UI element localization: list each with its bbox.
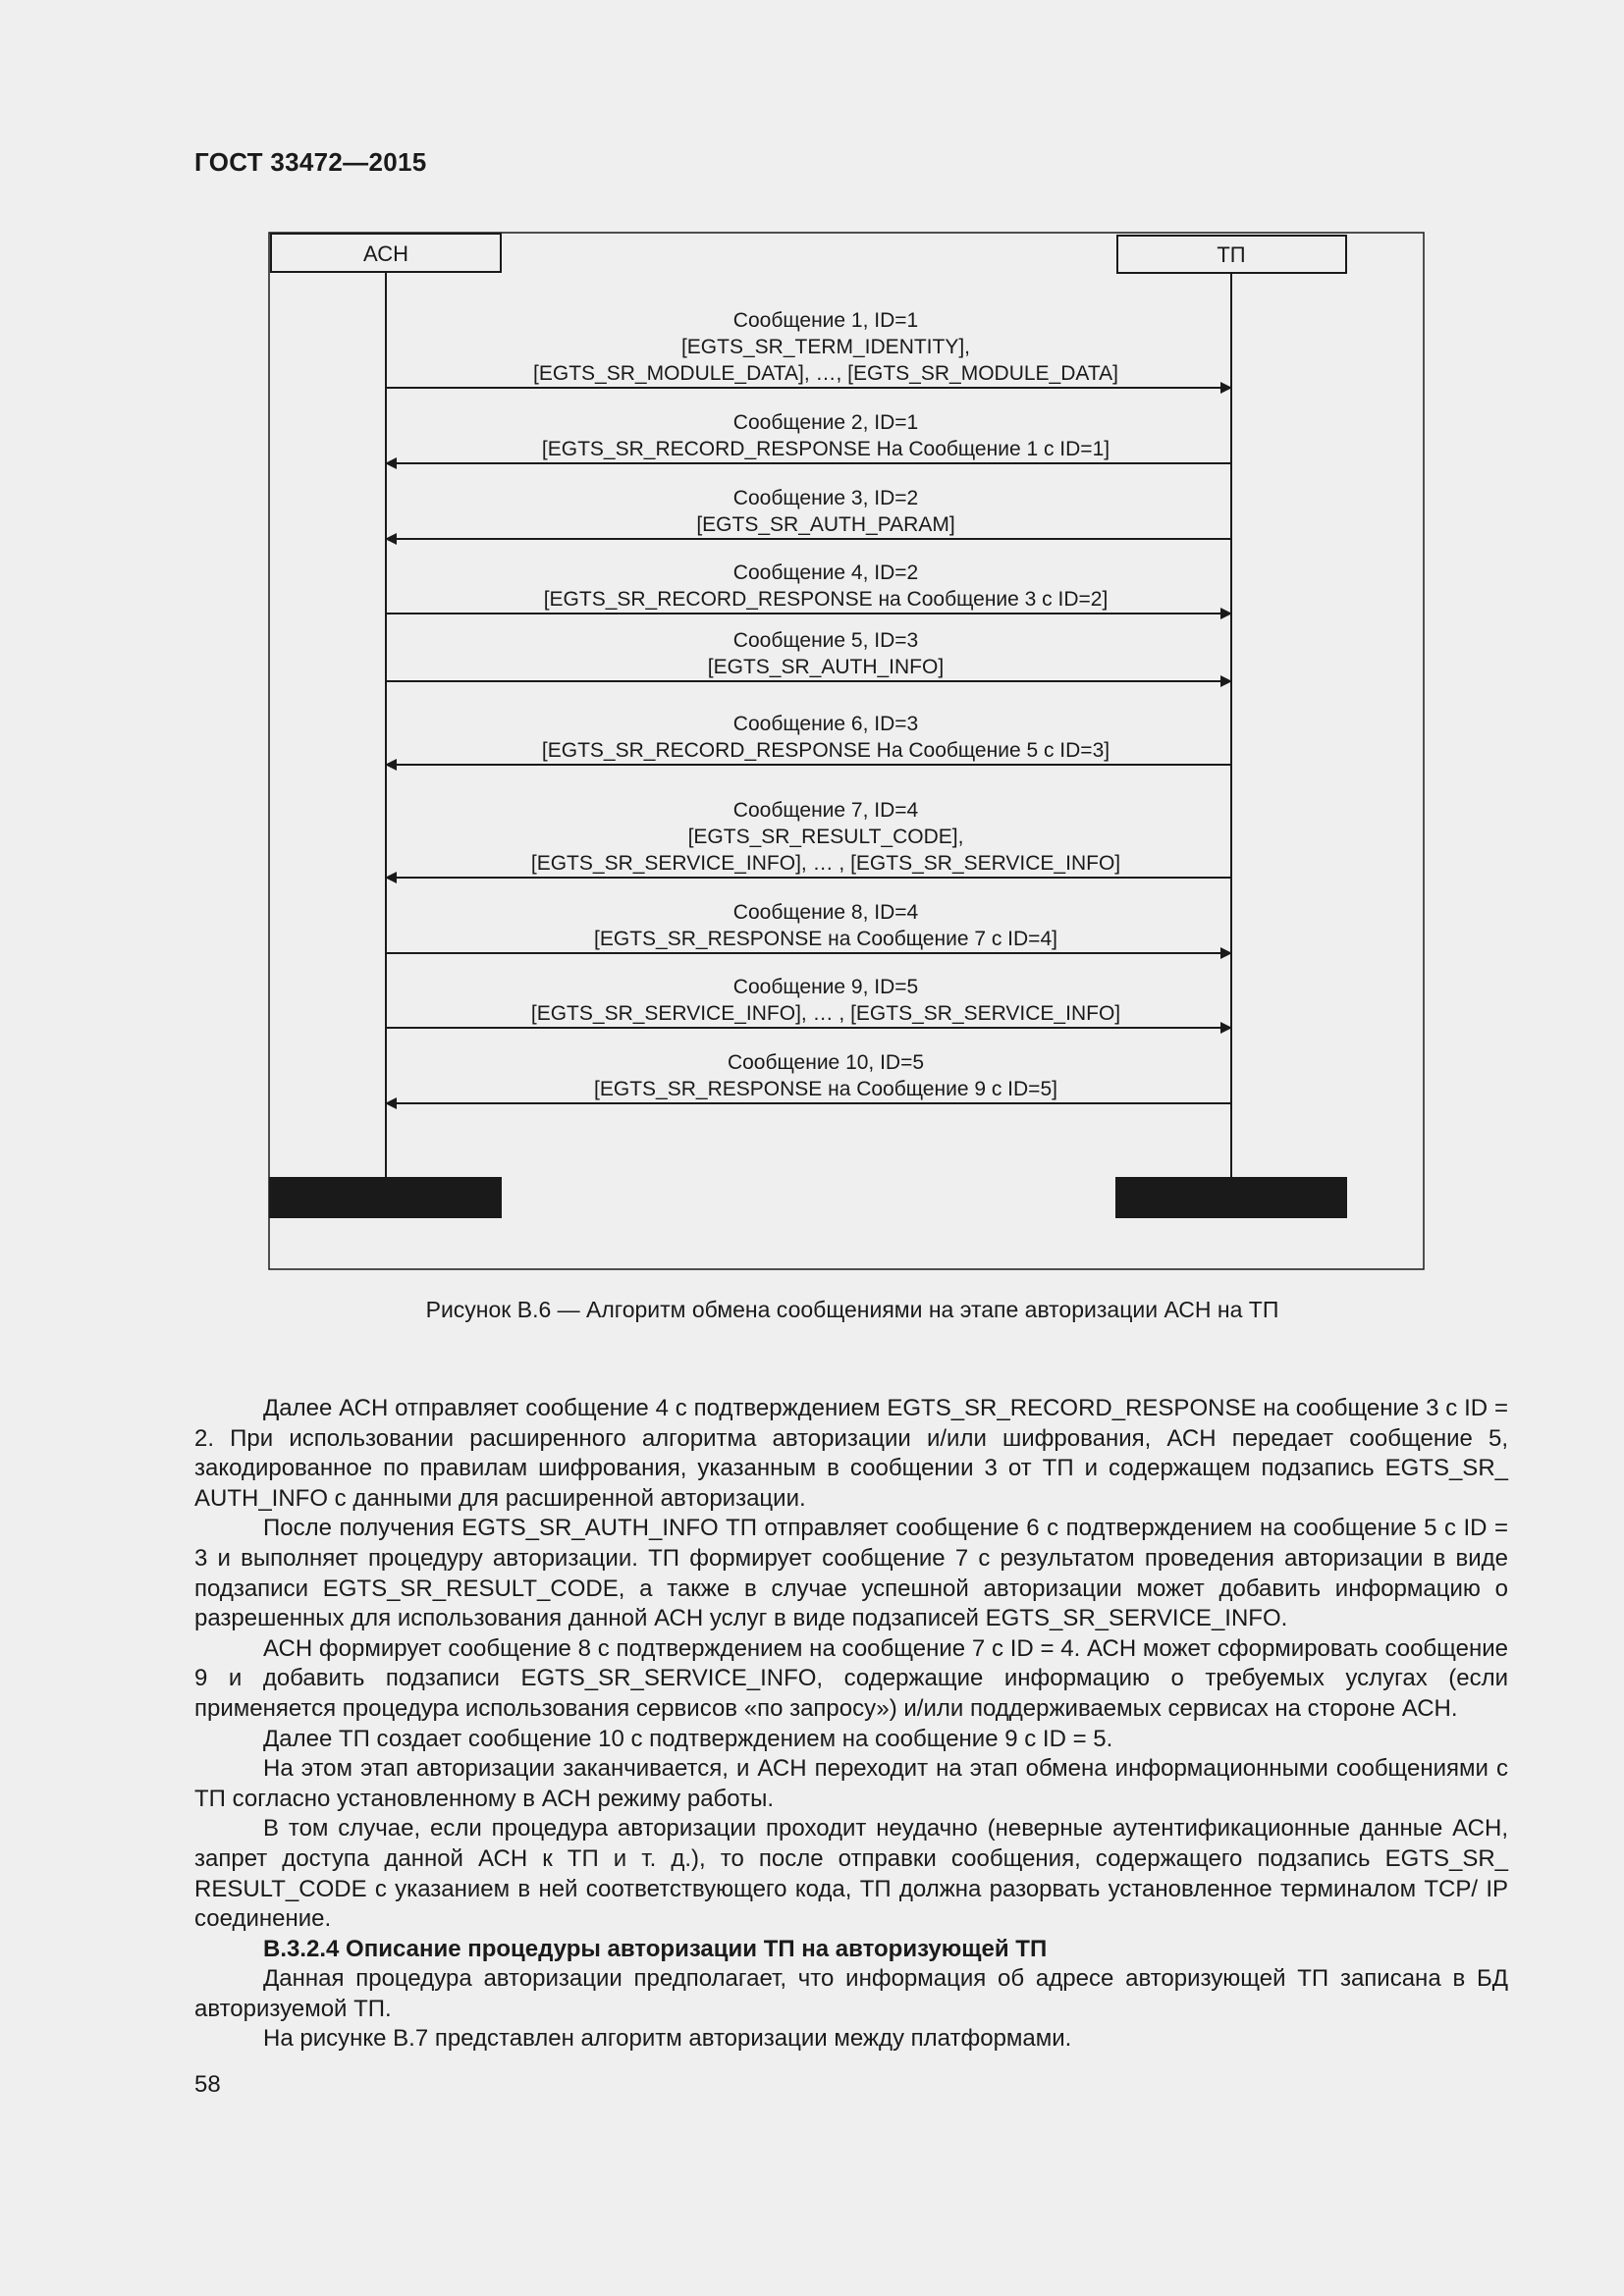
section-heading: В.3.2.4 Описание процедуры авторизации ТП на авторизующей ТП <box>263 1935 1048 1962</box>
document-header-title: ГОСТ 33472—2015 <box>194 147 427 177</box>
lifeline-right-label: ТП <box>1217 242 1246 267</box>
page-number: 58 <box>194 2071 221 2098</box>
message-label-9-line-1: Сообщение 9, ID=5 <box>732 976 919 998</box>
message-label-7-line-2: [EGTS_SR_RESULT_CODE], <box>687 826 964 848</box>
message-label-8-line-1: Сообщение 8, ID=4 <box>732 901 919 924</box>
message-list <box>386 309 1231 1103</box>
paragraph: Далее АСН отправляет сообщение 4 с подтверждением EGTS_SR_RECORD_RESPONSE на сообщение 3 с ID = 2. При использовании расширенного алгоритма авторизации и/или шифрования, АСН передает сообщение 5, закодированное по правилам шифрования, указанным в сообщении 3 от ТП и содержащем подзапись EGTS_SR_ AUTH_INFO с данными для расширенной авторизации. <box>194 1395 1508 1512</box>
lifeline-right-end-bar <box>1115 1177 1347 1218</box>
message-label-5-line-2: [EGTS_SR_AUTH_INFO] <box>707 656 945 678</box>
message-label-7-line-3: [EGTS_SR_SERVICE_INFO], … , [EGTS_SR_SERVICE_INFO] <box>530 852 1121 875</box>
paragraph: На рисунке В.7 представлен алгоритм авторизации между платформами. <box>263 2025 1072 2053</box>
message-label-2-line-2: [EGTS_SR_RECORD_RESPONSE На Сообщение 1 с ID=1] <box>541 438 1110 460</box>
message-label-5-line-1: Сообщение 5, ID=3 <box>732 629 919 652</box>
message-label-8-line-2: [EGTS_SR_RESPONSE на Сообщение 7 с ID=4] <box>594 928 1057 950</box>
message-label-9-line-2: [EGTS_SR_SERVICE_INFO], … , [EGTS_SR_SERVICE_INFO] <box>530 1002 1121 1025</box>
paragraph: На этом этап авторизации заканчивается, и АСН переходит на этап обмена информационными сообщениями с ТП согласно установленному в АСН режиму работы. <box>194 1755 1508 1812</box>
figure-caption: Рисунок В.6 — Алгоритм обмена сообщениями на этапе авторизации АСН на ТП <box>425 1297 1279 1322</box>
paragraph: После получения EGTS_SR_AUTH_INFO ТП отправляет сообщение 6 с подтверждением на сообщение 5 с ID = 3 и выполняет процедуру авторизации. ТП формирует сообщение 7 с результатом проведения авторизации в виде подзаписи EGTS_SR_RESULT_CODE, а также в случае успешной авторизации может добавить информацию о разрешенных для использования данной АСН услуг в виде подзаписей EGTS_SR_SERVICE_INFO. <box>194 1515 1508 1632</box>
lifeline-left-end-bar <box>269 1177 502 1218</box>
message-label-7-line-1: Сообщение 7, ID=4 <box>732 799 919 822</box>
message-label-1-line-2: [EGTS_SR_TERM_IDENTITY], <box>680 336 971 358</box>
message-label-3-line-2: [EGTS_SR_AUTH_PARAM] <box>696 513 955 536</box>
paragraph: Далее ТП создает сообщение 10 с подтверждением на сообщение 9 с ID = 5. <box>263 1725 1113 1752</box>
paragraph: В том случае, если процедура авторизации проходит неудачно (неверные аутентификационные данные АСН, запрет доступа данной АСН к ТП и т. д.), то после отправки сообщения, содержащего подзапись EGTS_SR_ RESULT_CODE с указанием в ней соответствующего кода, ТП должна разорвать установленное терминалом TCP/ IP соединение. <box>194 1815 1508 1933</box>
message-label-1-line-3: [EGTS_SR_MODULE_DATA], …, [EGTS_SR_MODULE_DATA] <box>533 362 1118 385</box>
message-label-6-line-2: [EGTS_SR_RECORD_RESPONSE На Сообщение 5 с ID=3] <box>541 739 1110 762</box>
message-label-2-line-1: Сообщение 2, ID=1 <box>732 411 919 434</box>
message-label-6-line-1: Сообщение 6, ID=3 <box>732 713 919 735</box>
lifeline-left-label: АСН <box>363 241 408 266</box>
message-label-4-line-2: [EGTS_SR_RECORD_RESPONSE на Сообщение 3 с ID=2] <box>543 588 1109 611</box>
message-label-4-line-1: Сообщение 4, ID=2 <box>732 561 919 584</box>
paragraph: Данная процедура авторизации предполагает, что информация об адресе авторизующей ТП записана в БД авторизуемой ТП. <box>194 1965 1508 2022</box>
paragraph: АСН формирует сообщение 8 с подтверждением на сообщение 7 с ID = 4. АСН может сформировать сообщение 9 и добавить подзаписи EGTS_SR_SERVICE_INFO, содержащие информацию о требуемых услугах (если применяется процедура использования сервисов «по запросу») и/или поддерживаемых сервисах на стороне АСН. <box>194 1634 1508 1722</box>
body-text <box>194 1394 1508 2055</box>
message-label-10-line-2: [EGTS_SR_RESPONSE на Сообщение 9 с ID=5] <box>594 1078 1057 1100</box>
message-label-3-line-1: Сообщение 3, ID=2 <box>732 487 919 509</box>
message-label-1-line-1: Сообщение 1, ID=1 <box>732 309 919 332</box>
message-label-10-line-1: Сообщение 10, ID=5 <box>727 1051 925 1074</box>
